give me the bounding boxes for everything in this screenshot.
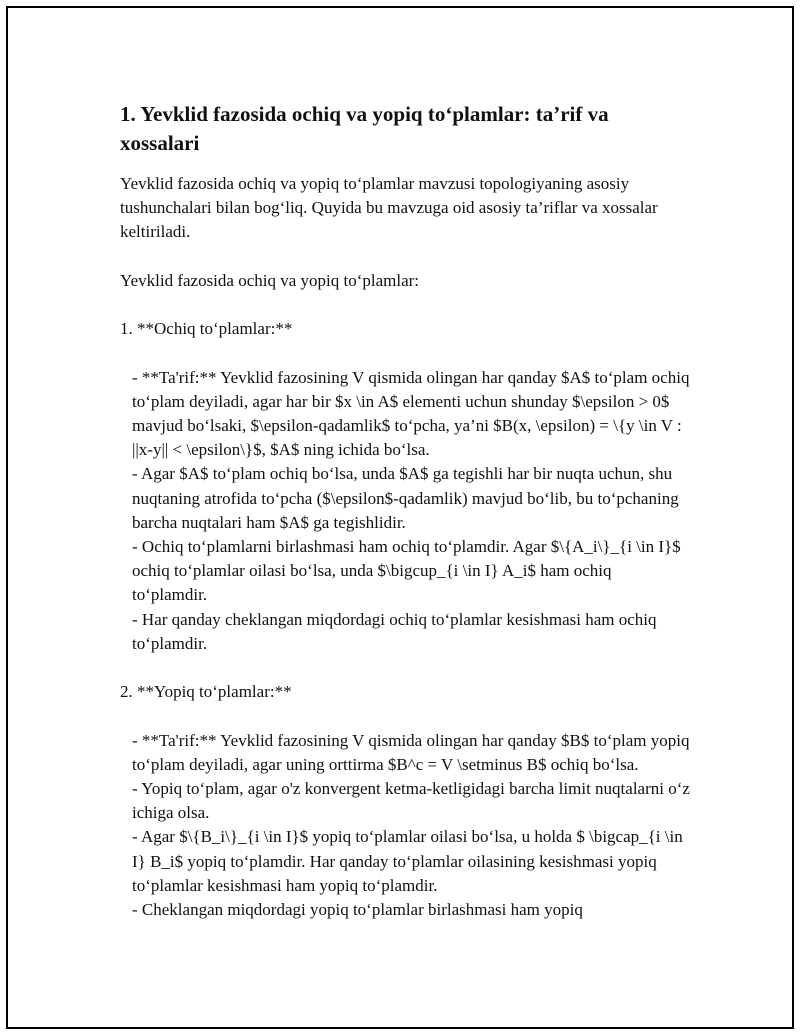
list-item: - Ochiq to‘plamlarni birlashmasi ham ochiq to‘plamdir. Agar $\{A_i\}_{i \in I}$ ochiq to‘plamlar oilasi bo‘lsa, unda $\bigcup_{i \in I} A_i$ ham ochiq to‘plamdir. bbox=[132, 537, 681, 605]
spacer bbox=[120, 656, 690, 680]
page-frame bbox=[6, 6, 794, 1029]
section-heading-open-sets: 1. **Ochiq to‘plamlar:** bbox=[120, 319, 293, 339]
intro-paragraph: Yevklid fazosida ochiq va yopiq to‘plamlar mavzusi topologiyaning asosiy tushunchalari bilan bog‘liq. Quyida bu mavzuga oid asosiy ta’riflar va xossalar keltiriladi. bbox=[120, 174, 658, 242]
list-item: - Yopiq to‘plam, agar o'z konvergent ketma-ketligidagi barcha limit nuqtalarni o‘z ichiga olsa. bbox=[132, 779, 690, 823]
spacer bbox=[120, 704, 690, 728]
spacer bbox=[120, 341, 690, 365]
list-item: - Agar $\{B_i\}_{i \in I}$ yopiq to‘plamlar oilasi bo‘lsa, u holda $ \bigcap_{i \in I} B_i$ yopiq to‘plamdir. Har qanday to‘plamlar oilasining kesishmasi yopiq to‘plamlar kesishmasi ham yopiq to‘plamdir. bbox=[132, 827, 683, 895]
list-item: - Har qanday cheklangan miqdordagi ochiq to‘plamlar kesishmasi ham ochiq to‘plamdir. bbox=[132, 609, 657, 653]
list-item: - Cheklangan miqdordagi yopiq to‘plamlar birlashmasi ham yopiq bbox=[132, 900, 583, 920]
section-heading-closed-sets: 2. **Yopiq to‘plamlar:** bbox=[120, 682, 292, 702]
list-item: - **Ta'rif:** Yevklid fazosining V qismida olingan har qanday $B$ to‘plam yopiq to‘plam deyiladi, agar uning orttirma $B^c = V \setminus B$ ochiq bo‘lsa. bbox=[132, 730, 690, 774]
document-title: 1. Yevklid fazosida ochiq va yopiq to‘plamlar: ta’rif va xossalari bbox=[120, 102, 609, 155]
document-body bbox=[120, 100, 690, 922]
lead-paragraph: Yevklid fazosida ochiq va yopiq to‘plamlar: bbox=[120, 270, 420, 290]
list-item: - **Ta'rif:** Yevklid fazosining V qismida olingan har qanday $A$ to‘plam ochiq to‘plam deyiladi, agar har bir $x \in A$ elementi uchun shunday $\epsilon > 0$ mavjud bo‘lsaki, $\epsilon-qadamlik$ to‘pcha, ya’ni $B(x, \epsilon) = \{y \in V : ||x-y|| < \epsilon\}$, $A$ ning ichida bo‘lsa. bbox=[132, 367, 690, 460]
list-item: - Agar $A$ to‘plam ochiq bo‘lsa, unda $A$ ga tegishli har bir nuqta uchun, shu nuqtaning atrofida to‘pcha ($\epsilon$-qadamlik) mavjud bo‘lib, bu to‘pchaning barcha nuqtalari ham $A$ ga tegishlidir. bbox=[132, 464, 679, 532]
